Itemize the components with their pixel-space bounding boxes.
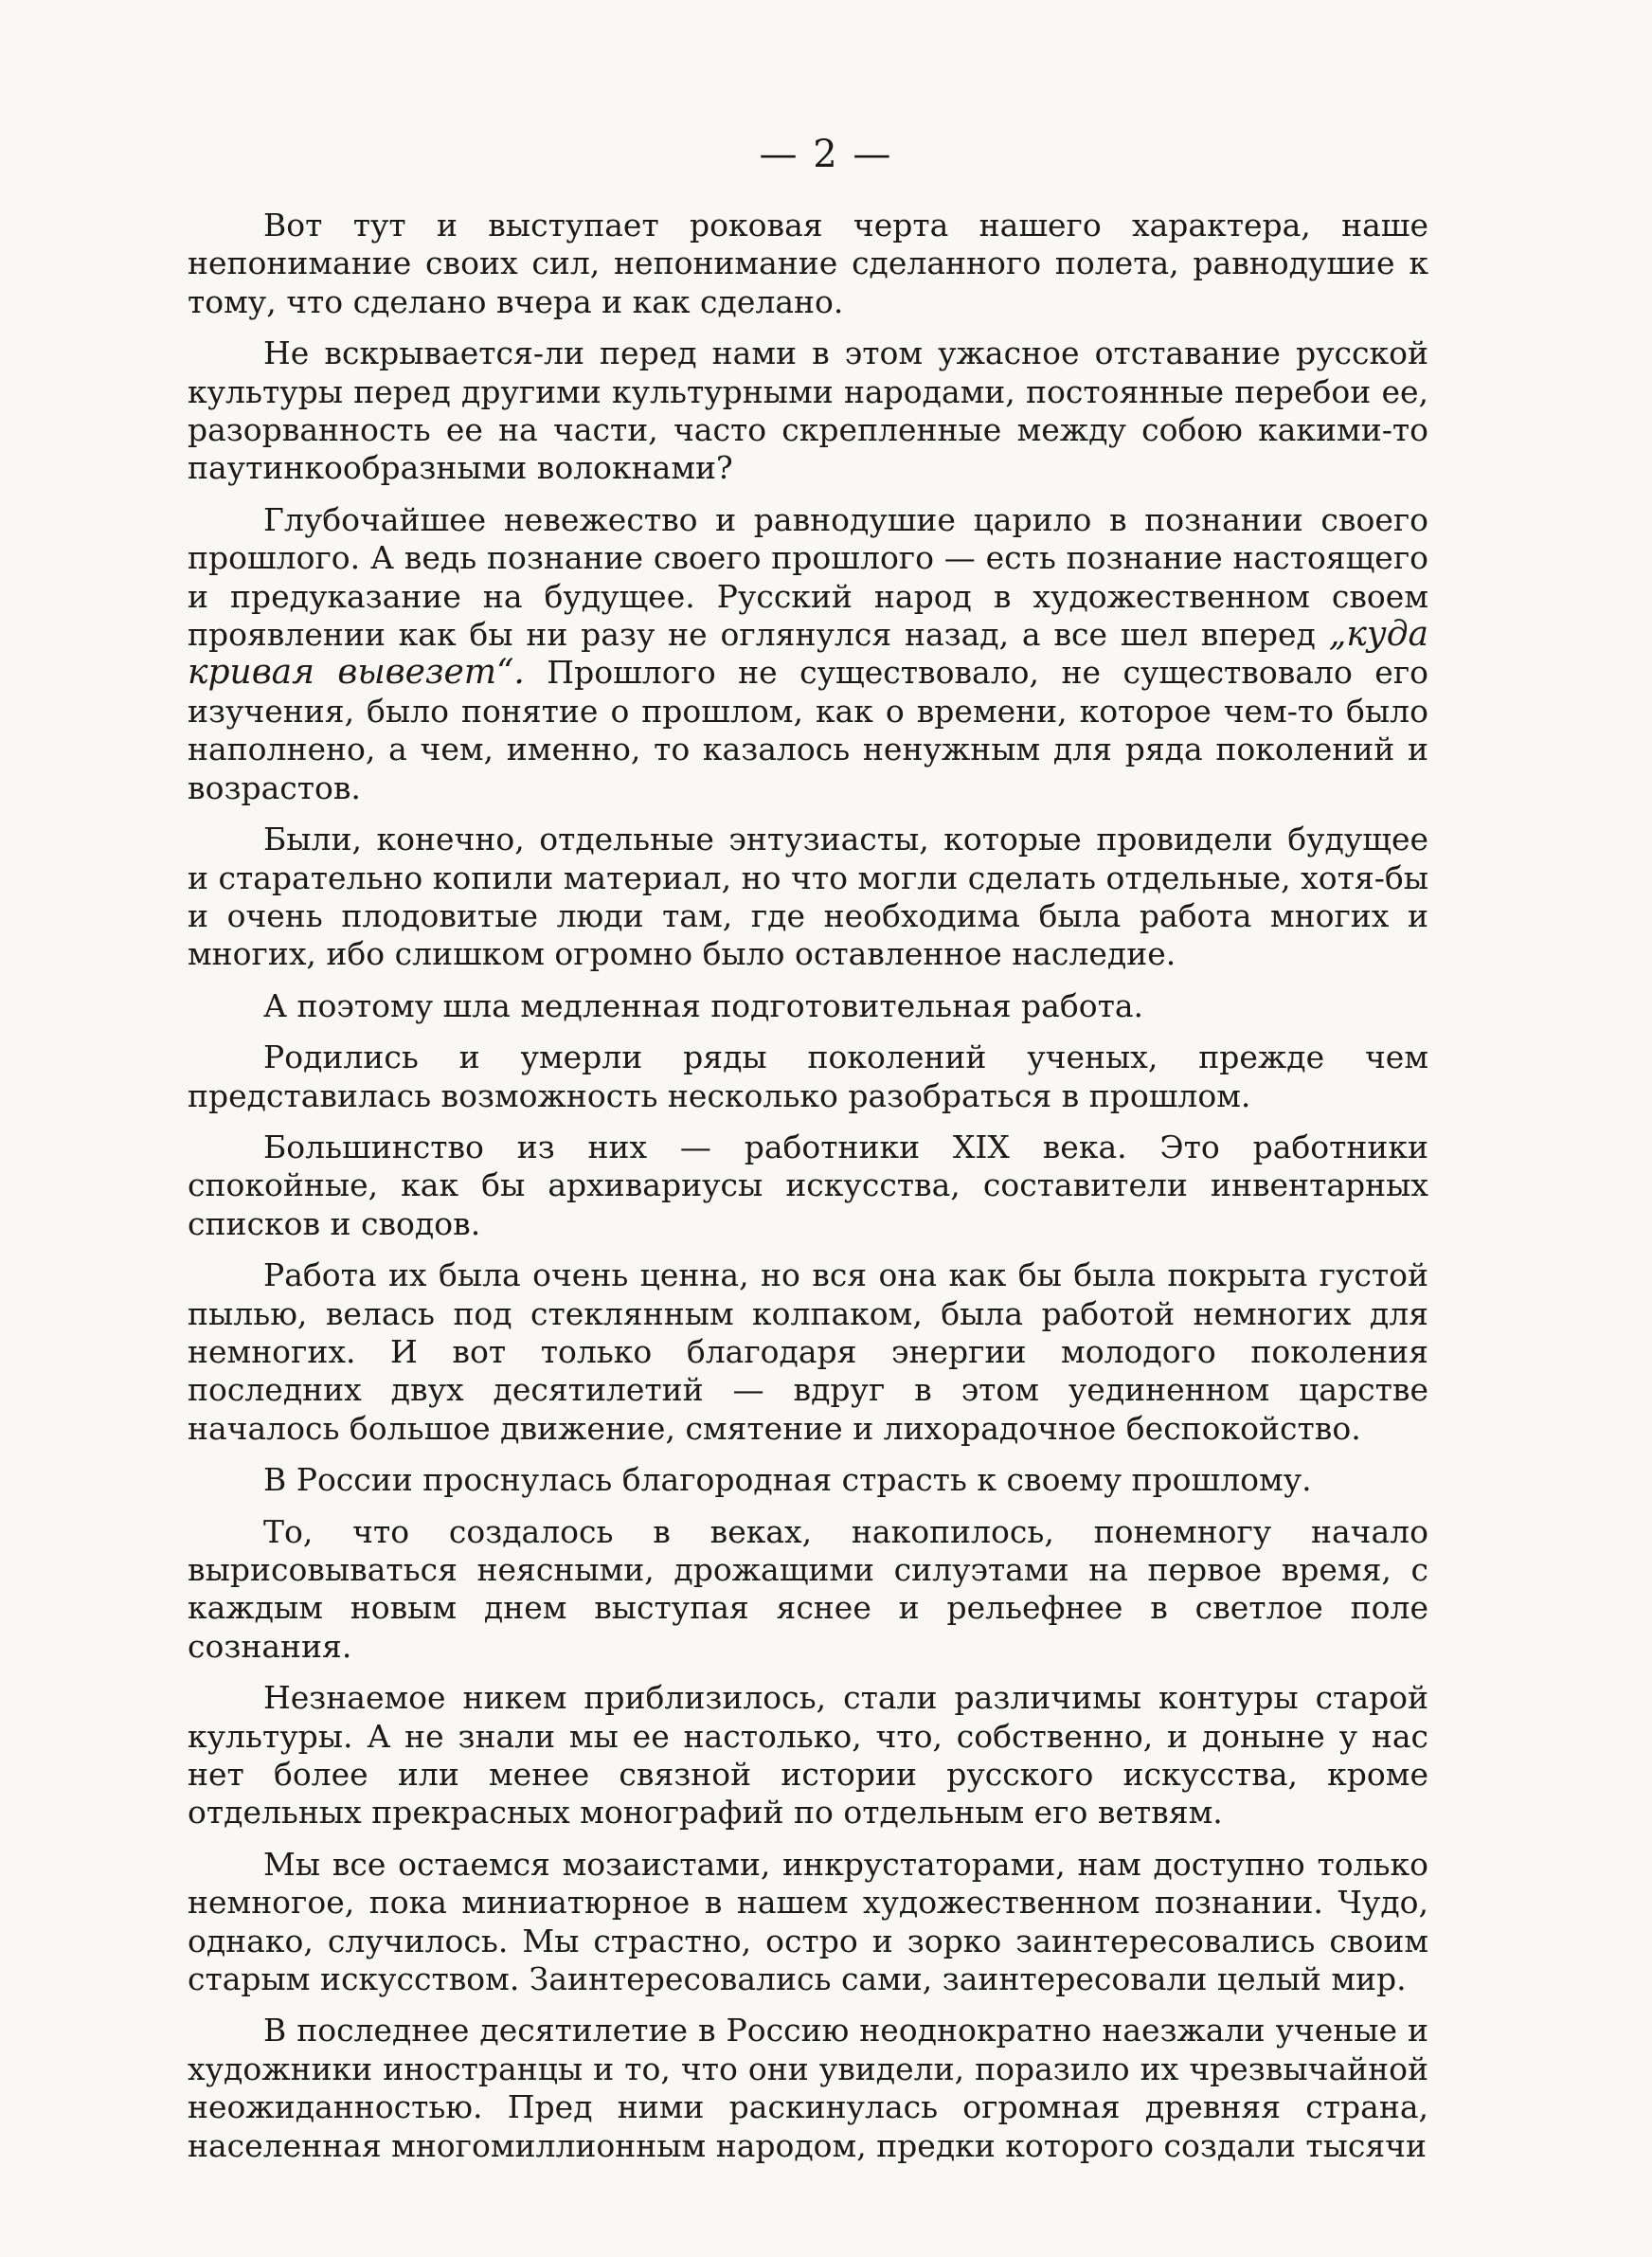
paragraph-3-text-after: Прошлого не существовало, не существовало его изучения, было понятие о прошлом, как о времени, которое чем-то было наполнено, а чем, именно, то казалось ненужным для ряда поколений и возрастов. — [188, 654, 1428, 806]
paragraph-8: Работа их была очень ценна, но вся она как бы была покрыта густой пылью, велась под стеклянным колпаком, была работой немногих для немногих. И вот только благодаря энергии молодого поколения последних двух десятилетий — вдруг в этом уединенном царстве началось большое движение, смятение и лихорадочное беспокойство. — [188, 1256, 1428, 1447]
paragraph-13: В последнее десятилетие в Россию неоднократно наезжали ученые и художники иностранцы и то, что они увидели, поразило их чрезвычайной неожиданностью. Пред ними раскинулась огромная древняя страна, населенная многомиллионным народом, предки которого создали тысячи — [188, 2012, 1428, 2164]
paragraph-3-italic-quote: „куда кривая вывезет“. — [188, 615, 1428, 693]
page-number: — 2 — — [759, 133, 893, 176]
paragraph-9: В России проснулась благородная страсть к своему прошлому. — [263, 1461, 1312, 1499]
paragraph-3 — [188, 501, 1428, 807]
paragraph-4: Были, конечно, отдельные энтузиасты, которые провидели будущее и старательно копили материал, но что могли сделать отдельные, хотя-бы и очень плодовитые люди там, где необходима была работа многих и многих, ибо слишком огромно было оставленное наследие. — [188, 821, 1428, 973]
paragraph-5: А поэтому шла медленная подготовительная работа. — [263, 986, 1143, 1024]
paragraph-7: Большинство из них — работники XIX века. Это работники спокойные, как бы архивариусы искусства, составители инвентарных списков и сводов. — [188, 1128, 1428, 1242]
paragraph-3-text-before: Глубочайшее невежество и равнодушие царило в познании своего прошлого. А ведь познание своего прошлого — есть познание настоящего и предуказание на будущее. Русский народ в художественном своем проявлении как бы ни разу не оглянулся назад, а все шел вперед — [188, 500, 1428, 654]
paragraph-10: То, что создалось в веках, накопилось, понемногу начало вырисовываться неясными, дрожащими силуэтами на первое время, с каждым новым днем выступая яснее и рельефнее в светлое поле сознания. — [188, 1512, 1428, 1665]
paragraph-6: Родились и умерли ряды поколений ученых, прежде чем представилась возможность несколько разобраться в прошлом. — [188, 1038, 1428, 1114]
paragraph-12: Мы все остаемся мозаистами, инкрустаторами, нам доступно только немногое, пока миниатюрное в нашем художественном познании. Чудо, однако, случилось. Мы страстно, остро и зорко заинтересовались своим старым искусством. Заинтересовались сами, заинтересовали целый мир. — [188, 1845, 1428, 1998]
body-text — [188, 207, 1428, 2178]
paragraph-1: Вот тут и выступает роковая черта нашего характера, наше непонимание своих сил, непонимание сделанного полета, равнодушие к тому, что сделано вчера и как сделано. — [188, 207, 1428, 320]
paragraph-11: Незнаемое никем приблизилось, стали различимы контуры старой культуры. А не знали мы ее настолько, что, собственно, и доныне у нас нет более или менее связной истории русского искусства, кроме отдельных прекрасных монографий по отдельным его ветвям. — [188, 1679, 1428, 1832]
paragraph-2: Не вскрывается-ли перед нами в этом ужасное отставание русской культуры перед другими культурными народами, постоянные перебои ее, разорванность ее на части, часто скрепленные между собою какими-то паутинкообразными волокнами? — [188, 334, 1428, 487]
